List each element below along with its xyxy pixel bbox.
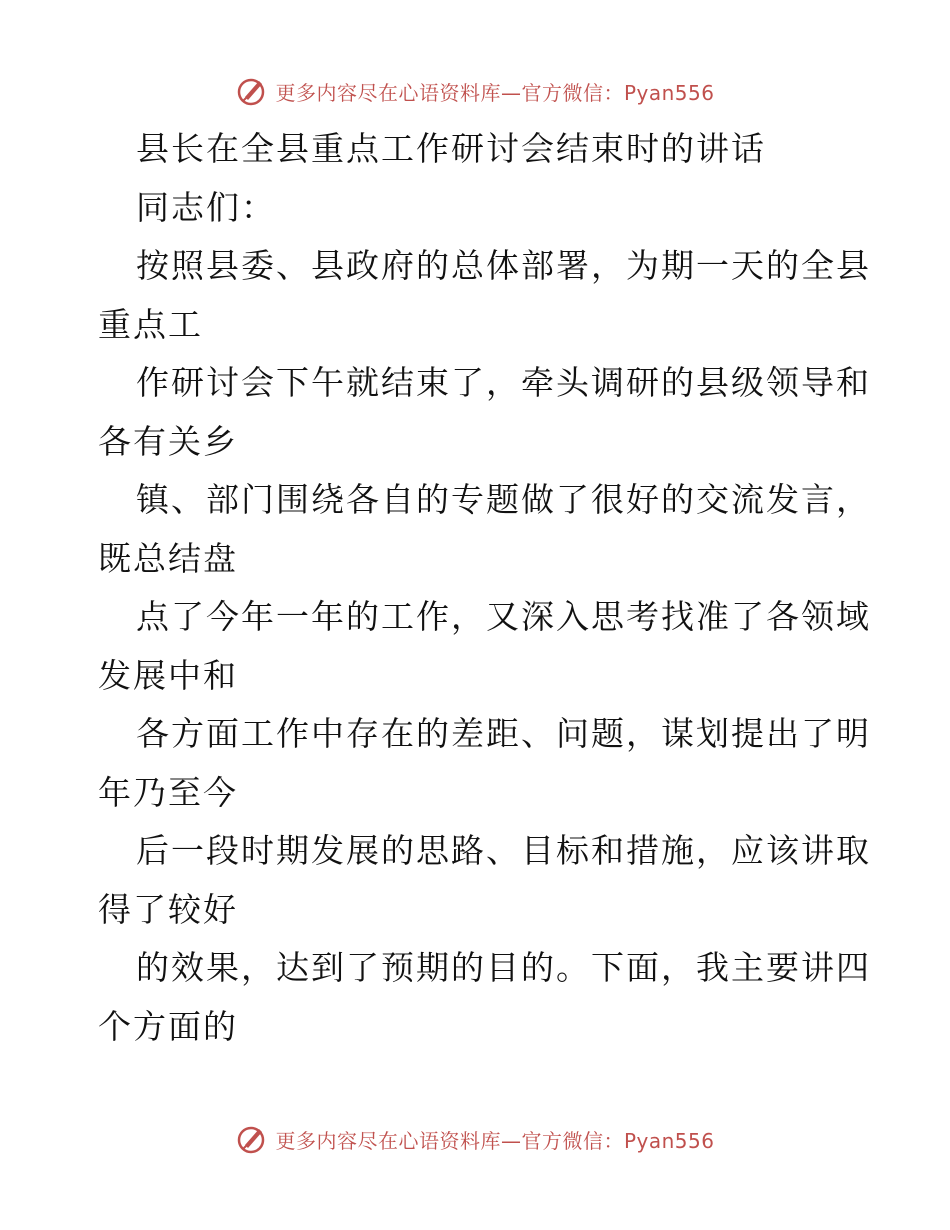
footer-watermark-banner xyxy=(0,1117,950,1161)
paragraph-line: 重点工 xyxy=(98,304,203,344)
paragraph-line: 按照县委、县政府的总体部署，为期一天的全县 xyxy=(136,246,871,285)
paragraph-line: 作研讨会下午就结束了，牵头调研的县级领导和 xyxy=(136,363,871,402)
salutation: 同志们： xyxy=(136,187,276,227)
watermark-text: 更多内容尽在心语资料库—官方微信：Pyan556 xyxy=(275,80,715,105)
quill-pen-logo-icon xyxy=(235,75,267,107)
quill-pen-logo-icon xyxy=(235,1123,267,1155)
paragraph-line: 发展中和 xyxy=(98,655,238,695)
paragraph-line: 各有关乡 xyxy=(98,421,238,461)
paragraph-line: 个方面的 xyxy=(98,1006,238,1046)
document-title: 县长在全县重点工作研讨会结束时的讲话 xyxy=(136,129,766,168)
paragraph-line: 既总结盘 xyxy=(98,538,238,578)
paragraph-line: 点了今年一年的工作，又深入思考找准了各领域 xyxy=(136,597,871,636)
paragraph-line: 各方面工作中存在的差距、问题，谋划提出了明 xyxy=(136,714,871,753)
paragraph-line: 的效果，达到了预期的目的。下面，我主要讲四 xyxy=(136,948,871,987)
document-body xyxy=(98,120,871,1056)
paragraph-line: 镇、部门围绕各自的专题做了很好的交流发言， xyxy=(136,480,871,519)
header-watermark-banner xyxy=(0,69,950,113)
paragraph-line: 年乃至今 xyxy=(98,772,238,812)
paragraph-line: 后一段时期发展的思路、目标和措施，应该讲取 xyxy=(136,831,871,870)
watermark-text: 更多内容尽在心语资料库—官方微信：Pyan556 xyxy=(275,1128,715,1153)
paragraph-line: 得了较好 xyxy=(98,889,238,929)
